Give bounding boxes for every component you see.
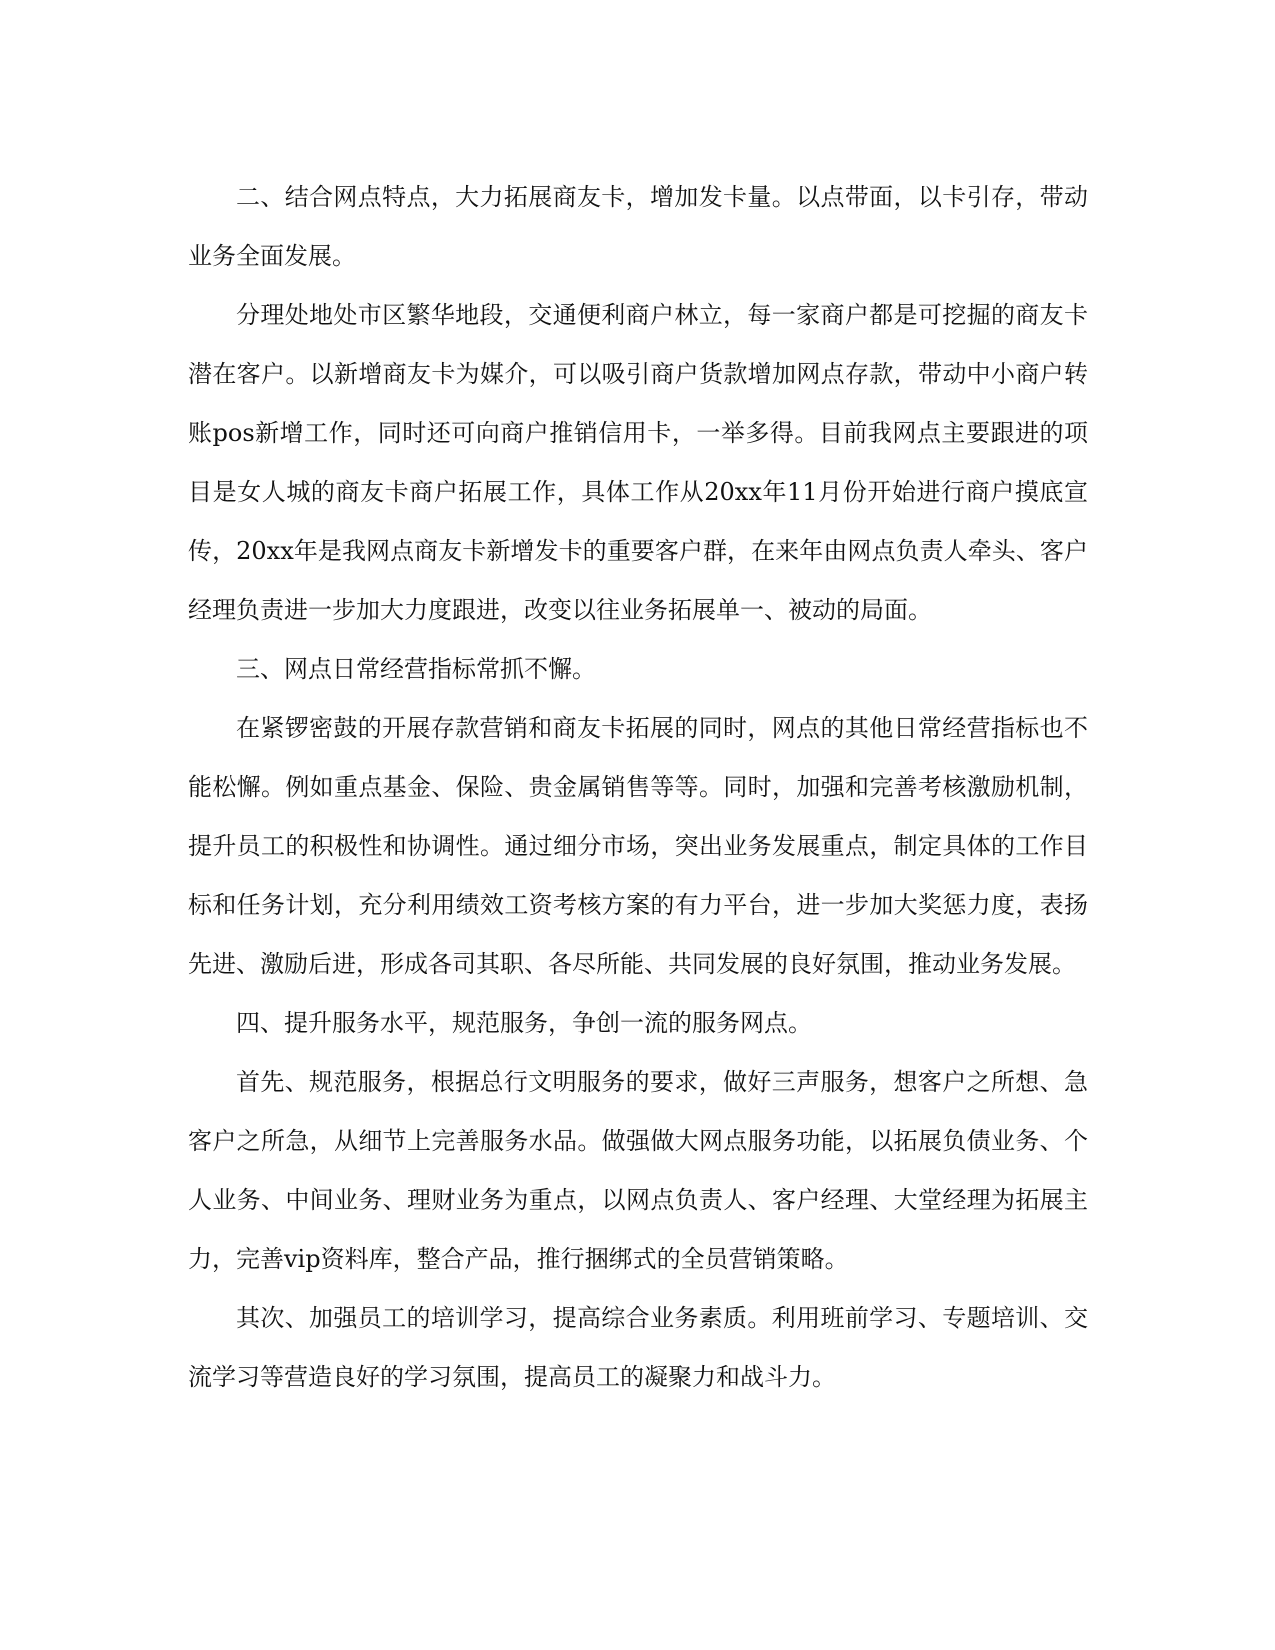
paragraph-merchant-card: 分理处地处市区繁华地段，交通便利商户林立，每一家商户都是可挖掘的商友卡潜在客户。以新增商友卡为媒介，可以吸引商户货款增加网点存款，带动中小商户转账pos新增工作，同时还可向商户推销信用卡，一举多得。目前我网点主要跟进的项目是女人城的商友卡商户拓展工作，具体工作从20xx年11月份开始进行商户摸底宣传，20xx年是我网点商友卡新增发卡的重要客户群，在来年由网点负责人牵头、客户经理负责进一步加大力度跟进，改变以往业务拓展单一、被动的局面。	[188, 301, 1088, 624]
paragraph-standard-service: 首先、规范服务，根据总行文明服务的要求，做好三声服务，想客户之所想、急客户之所急，从细节上完善服务水品。做强做大网点服务功能，以拓展负债业务、个人业务、中间业务、理财业务为重点，以网点负责人、客户经理、大堂经理为拓展主力，完善vip资料库，整合产品，推行捆绑式的全员营销策略。	[188, 1068, 1088, 1273]
paragraph-section-two-heading: 二、结合网点特点，大力拓展商友卡，增加发卡量。以点带面，以卡引存，带动业务全面发展。	[188, 183, 1088, 270]
document-body	[188, 168, 1088, 1407]
paragraph-staff-training: 其次、加强员工的培训学习，提高综合业务素质。利用班前学习、专题培训、交流学习等营造良好的学习氛围，提高员工的凝聚力和战斗力。	[188, 1304, 1088, 1391]
paragraph-section-four-heading: 四、提升服务水平，规范服务，争创一流的服务网点。	[236, 1009, 812, 1037]
paragraph-daily-indicators: 在紧锣密鼓的开展存款营销和商友卡拓展的同时，网点的其他日常经营指标也不能松懈。例如重点基金、保险、贵金属销售等等。同时，加强和完善考核激励机制，提升员工的积极性和协调性。通过细分市场，突出业务发展重点，制定具体的工作目标和任务计划，充分利用绩效工资考核方案的有力平台，进一步加大奖惩力度，表扬先进、激励后进，形成各司其职、各尽所能、共同发展的良好氛围，推动业务发展。	[188, 714, 1088, 978]
paragraph-section-three-heading: 三、网点日常经营指标常抓不懈。	[236, 655, 596, 683]
